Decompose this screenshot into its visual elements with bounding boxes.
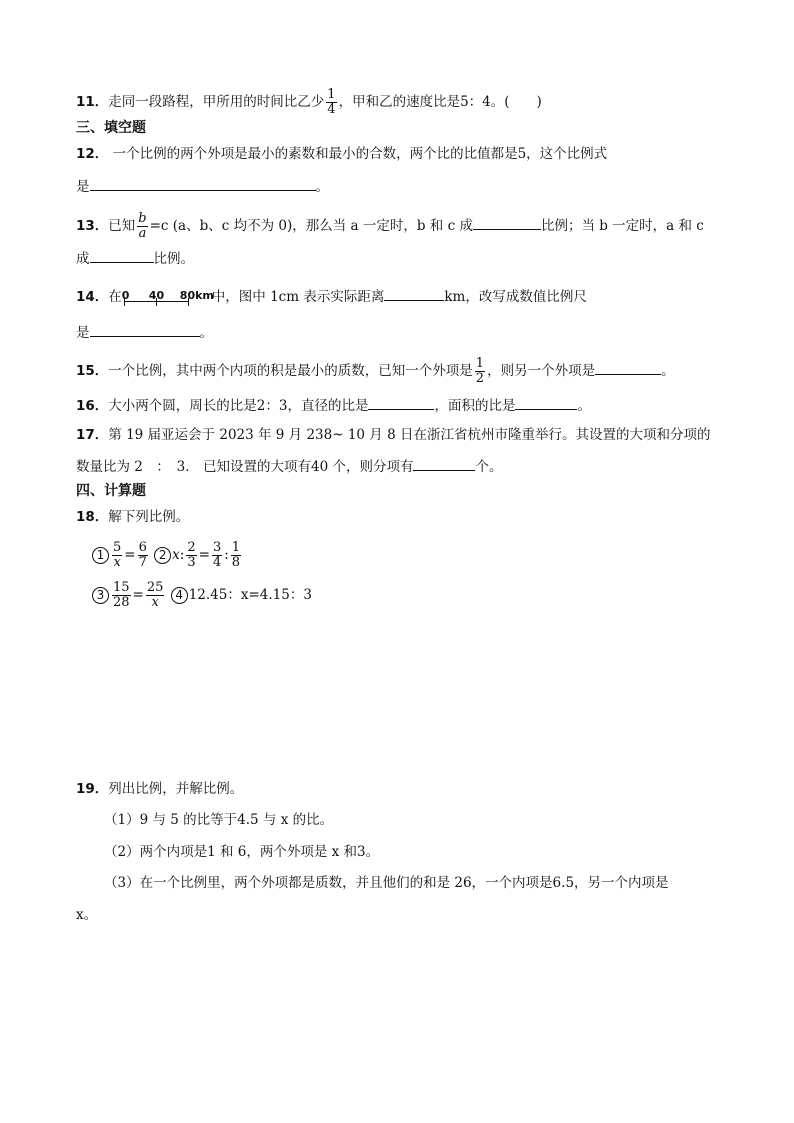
- question-12: 12． 一个比例的两个外项是最小的素数和最小的合数，两个比的比值都是5，这个比例式: [76, 146, 608, 162]
- scale-bar-icon: 0 40 80km: [122, 289, 212, 307]
- answer-blank[interactable]: [90, 176, 316, 191]
- answer-blank[interactable]: [413, 456, 475, 471]
- answer-blank[interactable]: [384, 286, 444, 301]
- equation-row-1: 1 $\frac{5}{x}$ = $\frac{6}{7}$ 2 x: $\frac{2}{3}$ = $\frac{3}{4}$ : $\frac{1}{8}$: [92, 538, 243, 572]
- circled-number-1: 1: [92, 547, 109, 564]
- fraction: $\frac{1}{2}$: [475, 356, 485, 386]
- question-18: 18．解下列比例。: [76, 509, 190, 525]
- answer-blank[interactable]: [368, 395, 434, 410]
- question-17-line2: 数量比为 2 ： 3． 已知设置的大项有40 个，则分项有 个。: [76, 456, 502, 476]
- circled-number-2: 2: [154, 547, 171, 564]
- answer-blank[interactable]: [90, 322, 200, 337]
- question-19-part-1: （1）9 与 5 的比等于4.5 与 x 的比。: [104, 812, 334, 828]
- circled-number-3: 3: [92, 587, 109, 604]
- question-14-line2: 是 。: [76, 322, 213, 342]
- answer-blank[interactable]: [595, 360, 661, 375]
- fraction: $\frac{1}{4}$: [327, 87, 336, 117]
- equation-row-2: 3 $\frac{15}{28}$ = $\frac{25}{x}$ 4 12.45：x=4.15：3: [92, 578, 312, 612]
- question-16: 16．大小两个圆，周长的比是2：3，直径的比是 ，面积的比是 。: [76, 395, 591, 415]
- fraction: $\frac{b}{a}$: [138, 211, 147, 241]
- question-19-part-3-line2: x。: [76, 907, 98, 923]
- circled-number-4: 4: [171, 587, 188, 604]
- question-number: 11．: [76, 94, 109, 110]
- answer-blank[interactable]: [90, 248, 154, 263]
- answer-blank[interactable]: [515, 395, 577, 410]
- question-13-line2: 成 比例。: [76, 248, 194, 268]
- question-12-line2: 是 。: [76, 176, 329, 196]
- question-19-part-2: （2）两个内项是1 和 6，两个外项是 x 和3。: [104, 844, 380, 860]
- question-13: 13．已知 $\frac{b}{a}$ =c (a、b、c 均不为 0)，那么当 a 一定时，b 和 c 成 比例；当 b 一定时，a 和 c: [76, 211, 704, 241]
- section-title-fill-blank: 三、填空题: [76, 120, 146, 136]
- question-19-part-3: （3）在一个比例里，两个外项都是质数，并且他们的和是 26，一个内项是6.5，另一个内项是: [104, 875, 669, 891]
- question-11: 11．走同一段路程，甲所用的时间比乙少 $\frac{1}{4}$ ，甲和乙的速度比是5：4。( ): [76, 87, 542, 117]
- question-15: 15．一个比例，其中两个内项的积是最小的质数，已知一个外项是 $\frac{1}{2}$ ，则另一个外项是 。: [76, 356, 675, 386]
- question-17: 17．第 19 届亚运会于 2023 年 9 月 238~ 10 月 8 日在浙江省杭州市隆重举行。其设置的大项和分项的: [76, 427, 711, 443]
- question-19: 19．列出比例，并解比例。: [76, 781, 244, 797]
- question-14: 14．在 0 40 80km 中，图中 1cm 表示实际距离 km，改写成数值比例尺: [76, 286, 587, 307]
- section-title-calculation: 四、计算题: [76, 483, 146, 499]
- answer-blank[interactable]: [473, 215, 541, 230]
